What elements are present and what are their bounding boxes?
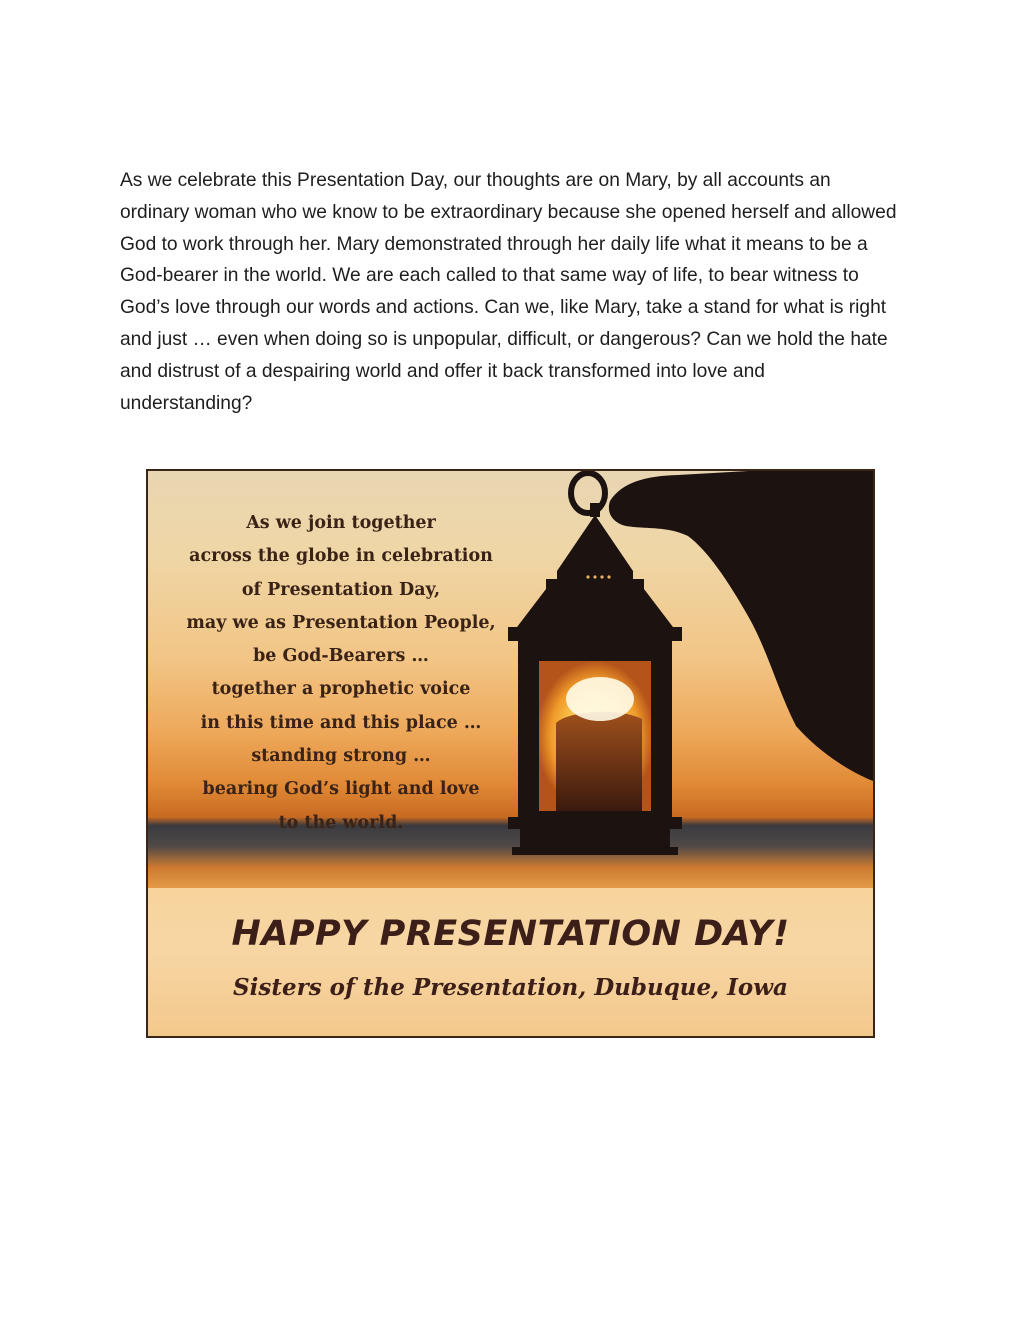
blessing-line: in this time and this place … xyxy=(200,712,482,733)
blessing-line: be God-Bearers … xyxy=(253,646,429,667)
presentation-day-card xyxy=(146,469,875,1038)
blessing-text xyxy=(176,507,506,840)
banner-subtitle: Sisters of the Presentation, Dubuque, Iowa xyxy=(233,974,788,1001)
greeting-banner xyxy=(148,888,873,1038)
blessing-line: may we as Presentation People, xyxy=(186,612,496,633)
blessing-line: standing strong … xyxy=(251,746,431,767)
blessing-line: of Presentation Day, xyxy=(241,579,441,600)
blessing-line: to the world. xyxy=(278,812,404,833)
blessing-line: together a prophetic voice xyxy=(211,679,471,700)
banner-title: HAPPY PRESENTATION DAY! xyxy=(231,914,790,954)
blessing-line: As we join together xyxy=(246,513,436,533)
intro-paragraph: As we celebrate this Presentation Day, our thoughts are on Mary, by all accounts an ordinary woman who we know to be extraordinary because she opened herself and allowed God to work through her. Mary demonstrated through her daily life what it means to be a God-bearer in the world. We are each called to that same way of life, to bear witness to God’s love through our words and actions. Can we, like Mary, take a stand for what is right and just … even when doing so is unpopular, difficult, or dangerous? Can we hold the hate and distrust of a despairing world and offer it back transformed into love and understanding? xyxy=(120,170,897,414)
lantern-sunset-photo xyxy=(148,471,873,888)
blessing-line: bearing God’s light and love xyxy=(202,779,480,800)
blessing-line: across the globe in celebration xyxy=(189,546,493,567)
